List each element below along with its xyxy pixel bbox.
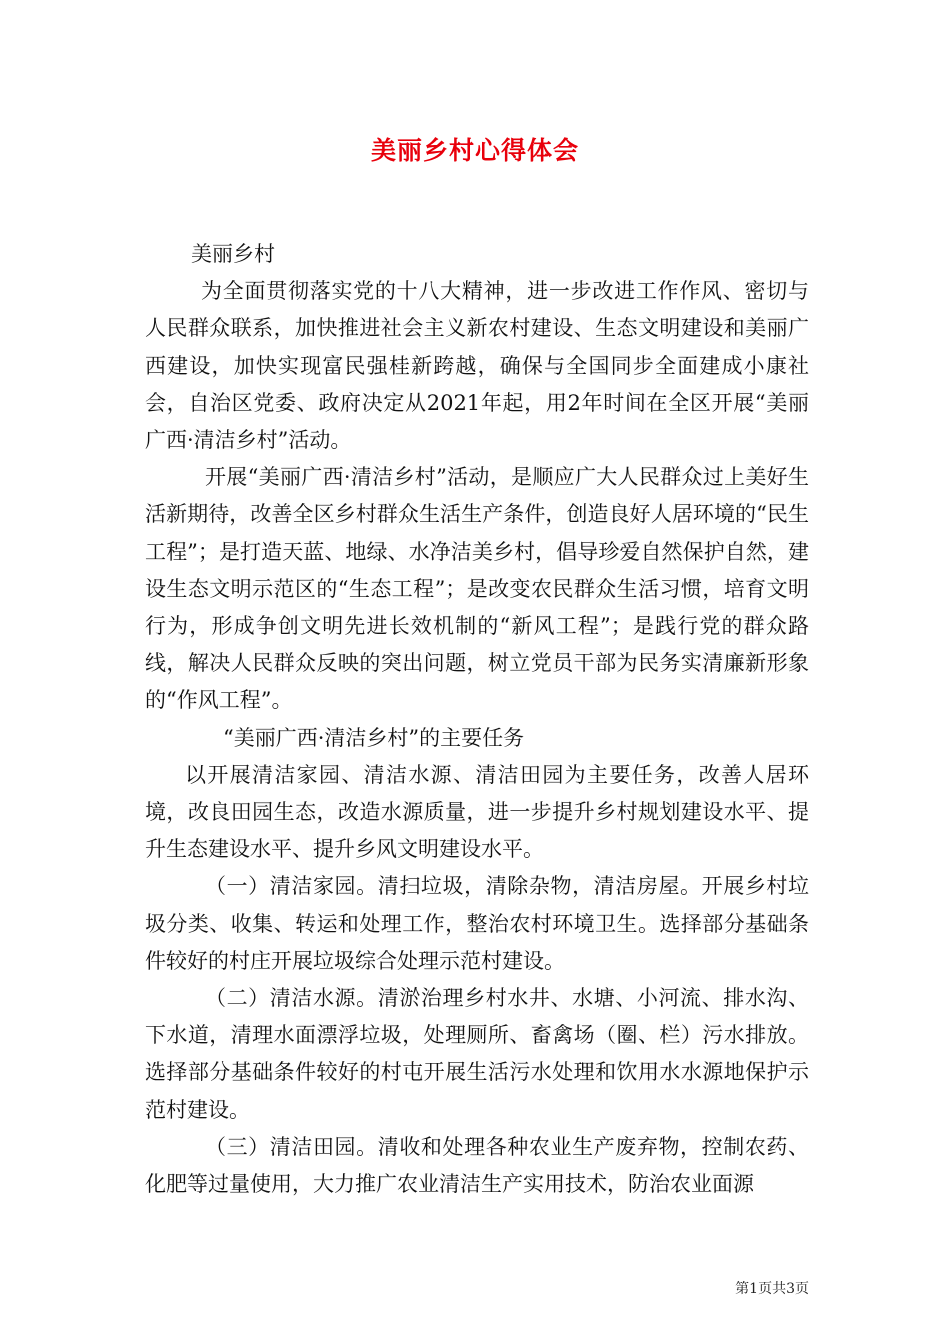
paragraph-clean-water: （二）清洁水源。清淤治理乡村水井、水塘、小河流、排水沟、下水道，清理水面漂浮垃圾，处理厕所、畜禽场（圈、栏）污水排放。选择部分基础条件较好的村屯开展生活污水处理和饮用水水源地保护示范村建设。 [145, 986, 809, 1122]
paragraph-significance: 开展“美丽广西·清洁乡村”活动，是顺应广大人民群众过上美好生活新期待，改善全区乡村群众生活生产条件，创造良好人居环境的“民生工程”；是打造天蓝、地绿、水净洁美乡村，倡导珍爱自然保护自然，建设生态文明示范区的“生态工程”；是改变农民群众生活习惯，培育文明行为，形成争创文明先进长效机制的“新风工程”；是践行党的群众路线，解决人民群众反映的突出问题，树立党员干部为民务实清廉新形象的“作风工程”。 [145, 465, 809, 713]
document-body [145, 236, 809, 1203]
document-title: 美丽乡村心得体会 [370, 136, 579, 165]
page-number: 第1页共3页 [735, 1281, 809, 1297]
paragraph-intro: 为全面贯彻落实党的十八大精神，进一步改进工作作风、密切与人民群众联系，加快推进社会主义新农村建设、生态文明建设和美丽广西建设，加快实现富民强桂新跨越，确保与全国同步全面建成小康社会，自治区党委、政府决定从2021年起，用2年时间在全区开展“美丽广西·清洁乡村”活动。 [145, 279, 809, 453]
paragraph-clean-fields: （三）清洁田园。清收和处理各种农业生产废弃物，控制农药、化肥等过量使用，大力推广农业清洁生产实用技术，防治农业面源 [145, 1134, 809, 1197]
paragraph-heading-meili-xiangcun: 美丽乡村 [191, 242, 275, 266]
paragraph-clean-homes: （一）清洁家园。清扫垃圾，清除杂物，清洁房屋。开展乡村垃圾分类、收集、转运和处理工作，整治农村环境卫生。选择部分基础条件较好的村庄开展垃圾综合处理示范村建设。 [145, 874, 809, 973]
paragraph-main-tasks-heading: “美丽广西·清洁乡村”的主要任务 [223, 725, 525, 750]
paragraph-main-tasks: 以开展清洁家园、清洁水源、清洁田园为主要任务，改善人居环境，改良田园生态，改造水源质量，进一步提升乡村规划建设水平、提升生态建设水平、提升乡风文明建设水平。 [145, 762, 809, 862]
